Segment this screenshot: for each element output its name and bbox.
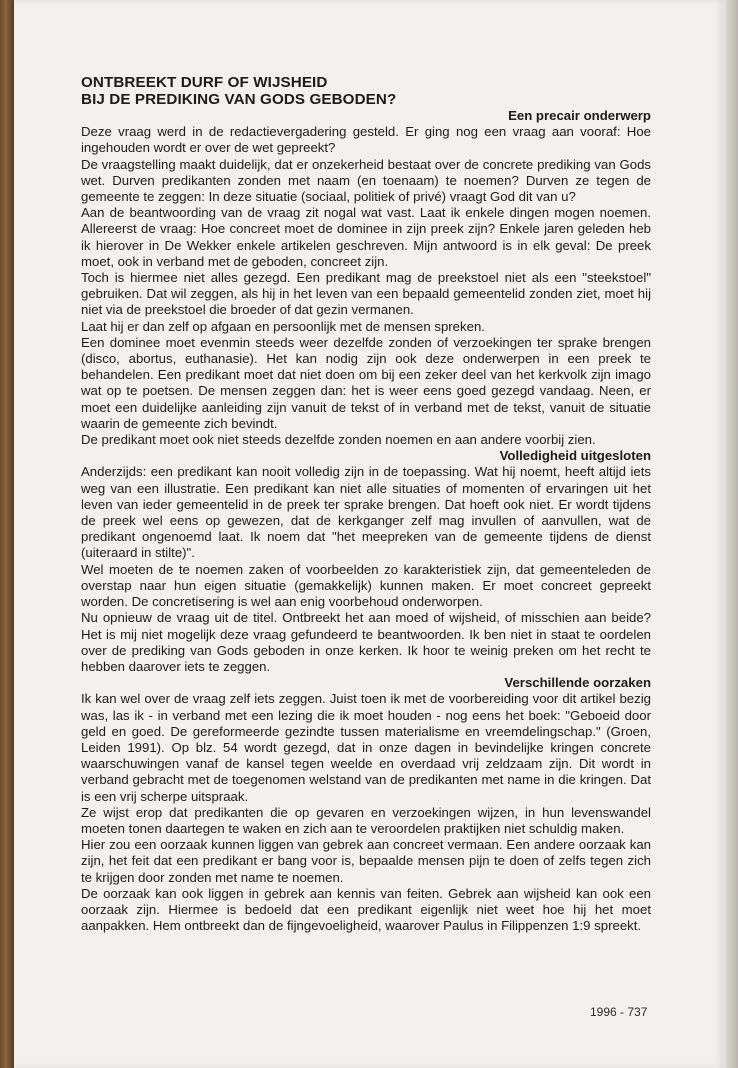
paragraph: Een dominee moet evenmin steeds weer dezelfde zonden of verzoekingen ter sprake brengen (disco, abortus, euthanasie). Het kan nodig zijn ook deze onderwerpen in een preek te behandelen. Een predikant moet dat niet doen om bij een zeker deel van het kerkvolk zijn imago wat op te poetsen. De mensen zeggen dan: het is weer eens goed gezegd vandaag. Neen, er moet een duidelijke aanleiding zijn vanuit de tekst of in verband met de tekst, vanuit de situatie waarin de gemeente zich bevindt. [81, 334, 651, 431]
section-heading: Een precair onderwerp [508, 108, 651, 123]
article-title [81, 74, 651, 108]
page-number: 1996 - 737 [590, 1005, 648, 1019]
title-line-1: ONTBREEKT DURF OF WIJSHEID [81, 74, 328, 91]
paragraph: Wel moeten de te noemen zaken of voorbeelden zo karakteristiek zijn, dat gemeenteleden de overstap naar hun eigen situatie (gemakkelijk) kunnen maken. Er moet concreet gepreekt worden. De concretisering is wel aan enig voorbehoud onderworpen. [81, 561, 651, 610]
section-heading: Verschillende oorzaken [504, 675, 651, 691]
paragraph: Ik kan wel over de vraag zelf iets zeggen. Juist toen ik met de voorbereiding voor dit artikel bezig was, las ik - in verband met een lezing die ik moet houden - nog eens het boek: "Geboeid door geld en goed. De gereformeerde gezindte tussen materialisme en vreemdelingschap." (Groen, Leiden 1991). Op blz. 54 wordt gezegd, dat in onze dagen in bevindelijke kringen concrete waarschuwingen vanaf de kansel tegen weelde en overdaad vrij zeldzaam zijn. Dit wordt in verband gebracht met de toegenomen welstand van de predikanten met name in die kringen. Dat is een vrij scherpe uitspraak. [81, 691, 651, 804]
paragraph: De oorzaak kan ook liggen in gebrek aan kennis van feiten. Gebrek aan wijsheid kan ook een oorzaak zijn. Hiermee is bedoeld dat een predikant eigenlijk niet weet hoe hij het moet aanpakken. Hem ontbreekt dan de fijngevoeligheid, waarover Paulus in Filippenzen 1:9 spreekt. [81, 885, 651, 934]
paragraph: De predikant moet ook niet steeds dezelfde zonden noemen en aan andere voorbij zien. [81, 432, 596, 448]
title-line-2: BIJ DE PREDIKING VAN GODS GEBODEN? [81, 91, 397, 108]
paragraph: Aan de beantwoording van de vraag zit nogal wat vast. Laat ik enkele dingen mogen noemen. Allereerst de vraag: Hoe concreet moet de dominee in zijn preek zijn? Enkele jaren geleden heb ik hierover in De Wekker enkele artikelen geschreven. Mijn antwoord is in elk geval: De preek moet, ook in verband met de geboden, concreet zijn. [81, 205, 651, 269]
paragraph: De vraagstelling maakt duidelijk, dat er onzekerheid bestaat over de concrete prediking van Gods wet. Durven predikanten zonden met naam (en toenaam) te noemen? Durven ze tegen de gemeente te zeggen: In deze situatie (sociaal, politiek of privé) vraagt God dit van u? [81, 156, 651, 205]
paragraph: Anderzijds: een predikant kan nooit volledig zijn in de toepassing. Wat hij noemt, heeft altijd iets weg van een illustratie. Een predikant kan niet alle situaties of momenten of ervaringen uit het leven van ieder gemeentelid in de preek ter sprake brengen. Dat hoeft ook niet. Er wordt tijdens de preek wel eens op gewezen, dat de kerkganger zelf mag invullen of aanvullen, wat de predikant ongenoemd laat. Ik noem dat "het meepreken van de gemeente tijdens de dienst (uiteraard in stilte)". [81, 464, 651, 561]
section-heading: Volledigheid uitgesloten [499, 448, 651, 464]
article [81, 74, 651, 934]
paragraph: Deze vraag werd in de redactievergadering gesteld. Er ging nog een vraag aan vooraf: Hoe ingehouden wordt er over de wet gepreekt? [81, 124, 651, 156]
paragraph: Nu opnieuw de vraag uit de titel. Ontbreekt het aan moed of wijsheid, of misschien aan beide? Het is mij niet mogelijk deze vraag gefundeerd te beantwoorden. Ik ben niet in staat te oordelen over de prediking van Gods geboden in onze kerken. Ik hoor te weinig preken om het recht te hebben daarover iets te zeggen. [81, 610, 651, 674]
paragraph: Hier zou een oorzaak kunnen liggen van gebrek aan concreet vermaan. Een andere oorzaak kan zijn, het feit dat een predikant er bang voor is, bepaalde mensen pijn te doen of zelfs tegen zich te krijgen door zonden met name te noemen. [81, 837, 651, 885]
paragraph: Laat hij er dan zelf op afgaan en persoonlijk met de mensen spreken. [81, 318, 485, 334]
page-edge [726, 0, 738, 1068]
paragraph: Toch is hiermee niet alles gezegd. Een predikant mag de preekstoel niet als een "steekstoel" gebruiken. Dat wil zeggen, als hij in het leven van een bepaald gemeentelid zonden ziet, moet hij niet via de preekstoel die broeder of dat gezin vermanen. [81, 270, 651, 318]
book-binding [0, 0, 14, 1068]
paragraph: Ze wijst erop dat predikanten die op gevaren en verzoekingen wijzen, in hun levenswandel moeten tonen daartegen te waken en zich aan te veroordelen praktijken niet schuldig maken. [81, 804, 651, 836]
